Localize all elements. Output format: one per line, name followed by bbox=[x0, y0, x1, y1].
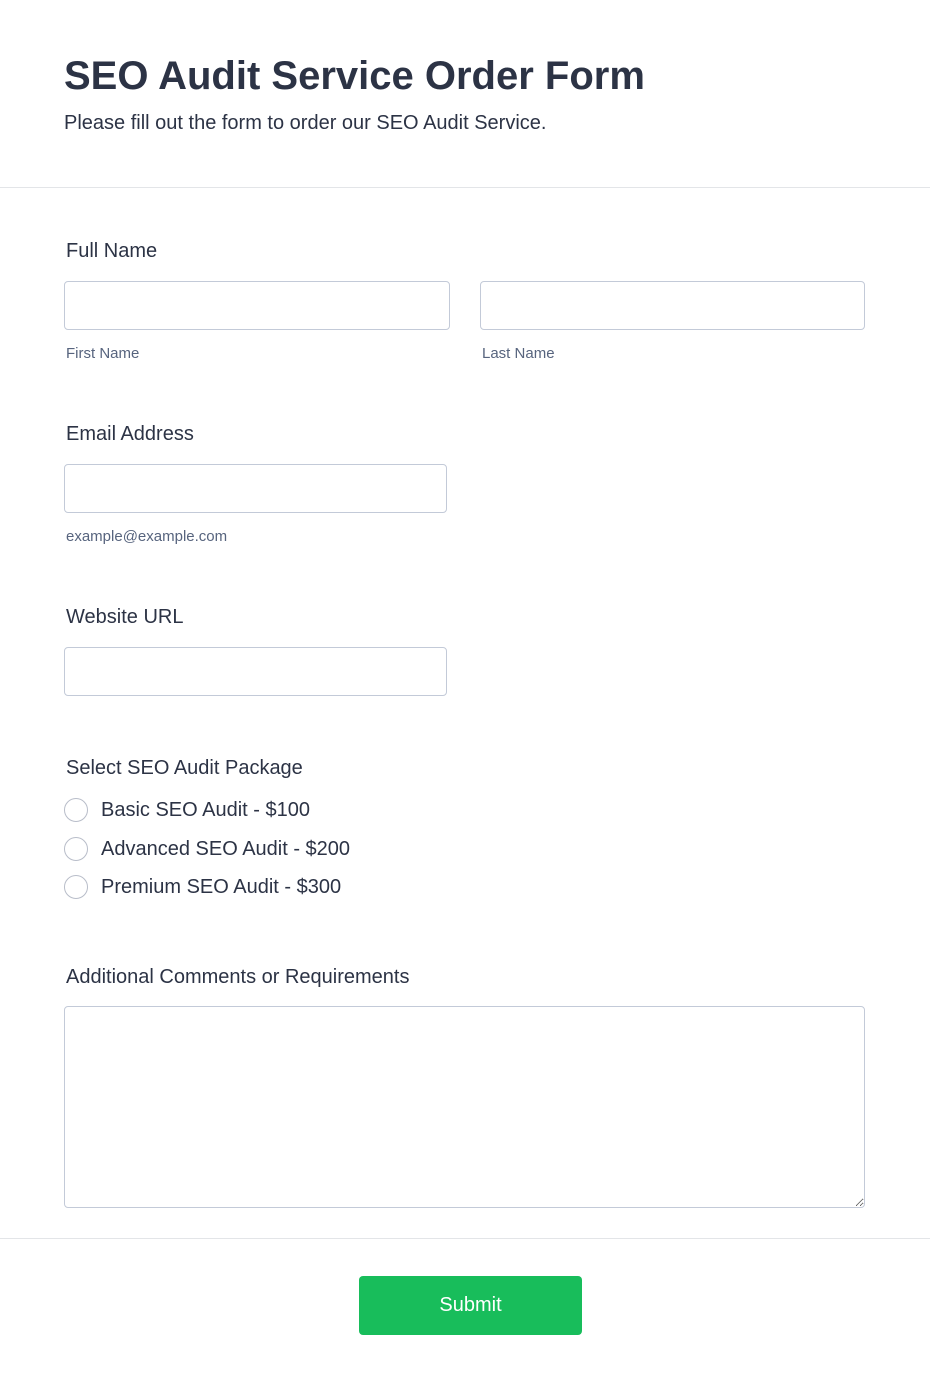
package-option-advanced[interactable] bbox=[64, 836, 350, 862]
package-option-basic[interactable] bbox=[64, 797, 310, 823]
email-label: Email Address bbox=[66, 423, 194, 445]
comments-textarea[interactable] bbox=[64, 1006, 865, 1208]
website-url-label: Website URL bbox=[66, 606, 184, 628]
email-input[interactable] bbox=[64, 464, 447, 513]
website-url-input[interactable] bbox=[64, 647, 447, 696]
email-sublabel: example@example.com bbox=[66, 528, 228, 545]
form-header bbox=[0, 0, 930, 188]
radio-premium[interactable] bbox=[64, 875, 88, 899]
comments-label: Additional Comments or Requirements bbox=[66, 966, 410, 988]
last-name-sublabel: Last Name bbox=[482, 345, 555, 362]
page-title: SEO Audit Service Order Form bbox=[64, 54, 645, 98]
footer-divider bbox=[0, 1238, 930, 1239]
first-name-input[interactable] bbox=[64, 281, 450, 330]
package-option-premium[interactable] bbox=[64, 874, 341, 900]
first-name-sublabel: First Name bbox=[66, 345, 140, 362]
radio-label-advanced[interactable]: Advanced SEO Audit - $200 bbox=[101, 838, 351, 860]
radio-label-premium[interactable]: Premium SEO Audit - $300 bbox=[101, 876, 342, 898]
radio-basic[interactable] bbox=[64, 798, 88, 822]
radio-advanced[interactable] bbox=[64, 837, 88, 861]
submit-button[interactable]: Submit bbox=[359, 1276, 582, 1335]
radio-label-basic[interactable]: Basic SEO Audit - $100 bbox=[101, 799, 311, 821]
page-subtitle: Please fill out the form to order our SEO Audit Service. bbox=[64, 112, 547, 134]
package-label: Select SEO Audit Package bbox=[66, 757, 303, 779]
last-name-input[interactable] bbox=[480, 281, 865, 330]
full-name-label: Full Name bbox=[66, 240, 158, 262]
